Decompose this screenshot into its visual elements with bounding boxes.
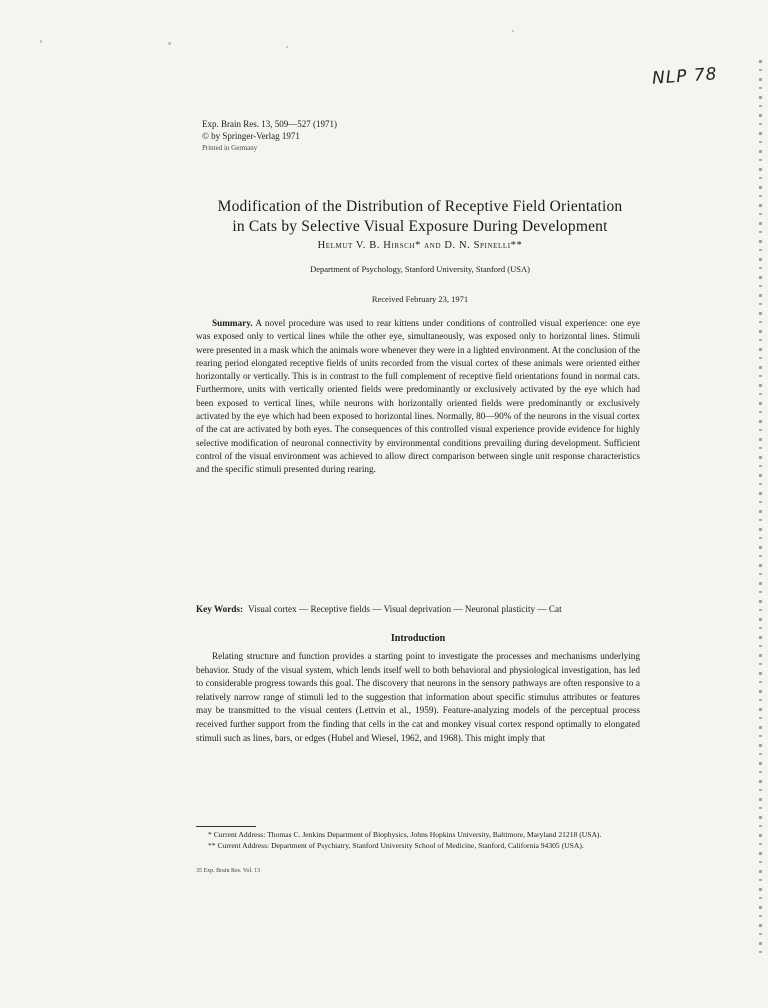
footnote-divider xyxy=(196,826,256,827)
summary-text: A novel procedure was used to rear kittens under conditions of controlled visual experience: one eye was exposed only to vertical lines while the other eye, simultaneously, was exposed only to horizontal lines. Stimuli were presented in a mask which the animals wore whenever they were in a lighted environment. At the conclusion of the rearing period elongated receptive fields of units recorded from the visual cortex of these animals were oriented either horizontally or vertically. This is in contrast to the full complement of receptive field orientations found in normal cats. Furthermore, units with vertically oriented fields were predominantly or exclusively activated by the eye which had been exposed to vertical lines, while neurons with horizontally oriented fields were predominantly or exclusively activated by the eye which had been exposed to horizontal lines. Normally, 80—90% of the neurons in the visual cortex of the cat are activated by both eyes. The consequences of this controlled visual experience provide evidence for highly selective modification of neuronal connectivity by environmental conditions prevailing during development. Sufficient control of the visual environment was achieved to allow direct comparison between single unit response characteristics and the specific stimuli presented during rearing. xyxy=(196,318,640,475)
author-list: Helmut V. B. Hirsch* and D. N. Spinelli** xyxy=(317,240,523,251)
footnote-1: * Current Address: Thomas C. Jenkins Department of Biophysics, Johns Hopkins University, Baltimore, Maryland 21218 (USA). xyxy=(208,830,602,839)
received-date: Received February 23, 1971 xyxy=(371,294,469,304)
scan-speck xyxy=(512,30,514,32)
scan-speck xyxy=(286,46,288,48)
summary-paragraph xyxy=(196,317,640,477)
scan-speck xyxy=(168,42,171,45)
summary-label: Summary. xyxy=(212,318,253,328)
page-footer: 35 Exp. Brain Res. Vol. 13 xyxy=(196,868,261,874)
paper-title xyxy=(190,197,650,237)
keywords-text: Visual cortex — Receptive fields — Visual deprivation — Neuronal plasticity — Cat xyxy=(248,604,562,614)
handwritten-annotation: NLP 78 xyxy=(651,64,719,89)
keywords-label: Key Words: xyxy=(196,604,244,614)
introduction-paragraph: Relating structure and function provides a starting point to investigate the processes and mechanisms underlying behavior. Study of the visual system, which lends itself well to both behavioral and physiological investigation, has led to considerable progress towards this goal. The discovery that neurons in the sensory pathways are often responsive to a relatively narrow range of stimuli led to the suggestion that information about specific stimulus attributes or features may be transmitted to the visual centers (Lettvin et al., 1959). Feature-analyzing models of the perceptual process received further support from the finding that cells in the cat and monkey visual cortex respond optimally to elongated stimuli such as lines, bars, or edges (Hubel and Wiesel, 1962, and 1968). This might imply that xyxy=(196,651,640,743)
scan-edge xyxy=(759,60,762,960)
footnote-2: ** Current Address: Department of Psychiatry, Stanford University School of Medicine, Stanford, California 94305 (USA). xyxy=(208,840,584,850)
journal-header xyxy=(202,118,462,154)
copyright-line: © by Springer-Verlag 1971 xyxy=(202,131,300,141)
footnotes xyxy=(196,830,640,851)
printed-line: Printed in Germany xyxy=(202,144,258,152)
title-line-1: Modification of the Distribution of Receptive Field Orientation xyxy=(217,198,623,215)
title-line-2: in Cats by Selective Visual Exposure During Development xyxy=(232,218,608,235)
affiliation: Department of Psychology, Stanford University, Stanford (USA) xyxy=(310,264,530,274)
section-heading-introduction: Introduction xyxy=(390,633,446,644)
keywords xyxy=(196,603,640,616)
scan-speck xyxy=(40,40,42,43)
journal-citation: Exp. Brain Res. 13, 509—527 (1971) xyxy=(202,119,337,129)
